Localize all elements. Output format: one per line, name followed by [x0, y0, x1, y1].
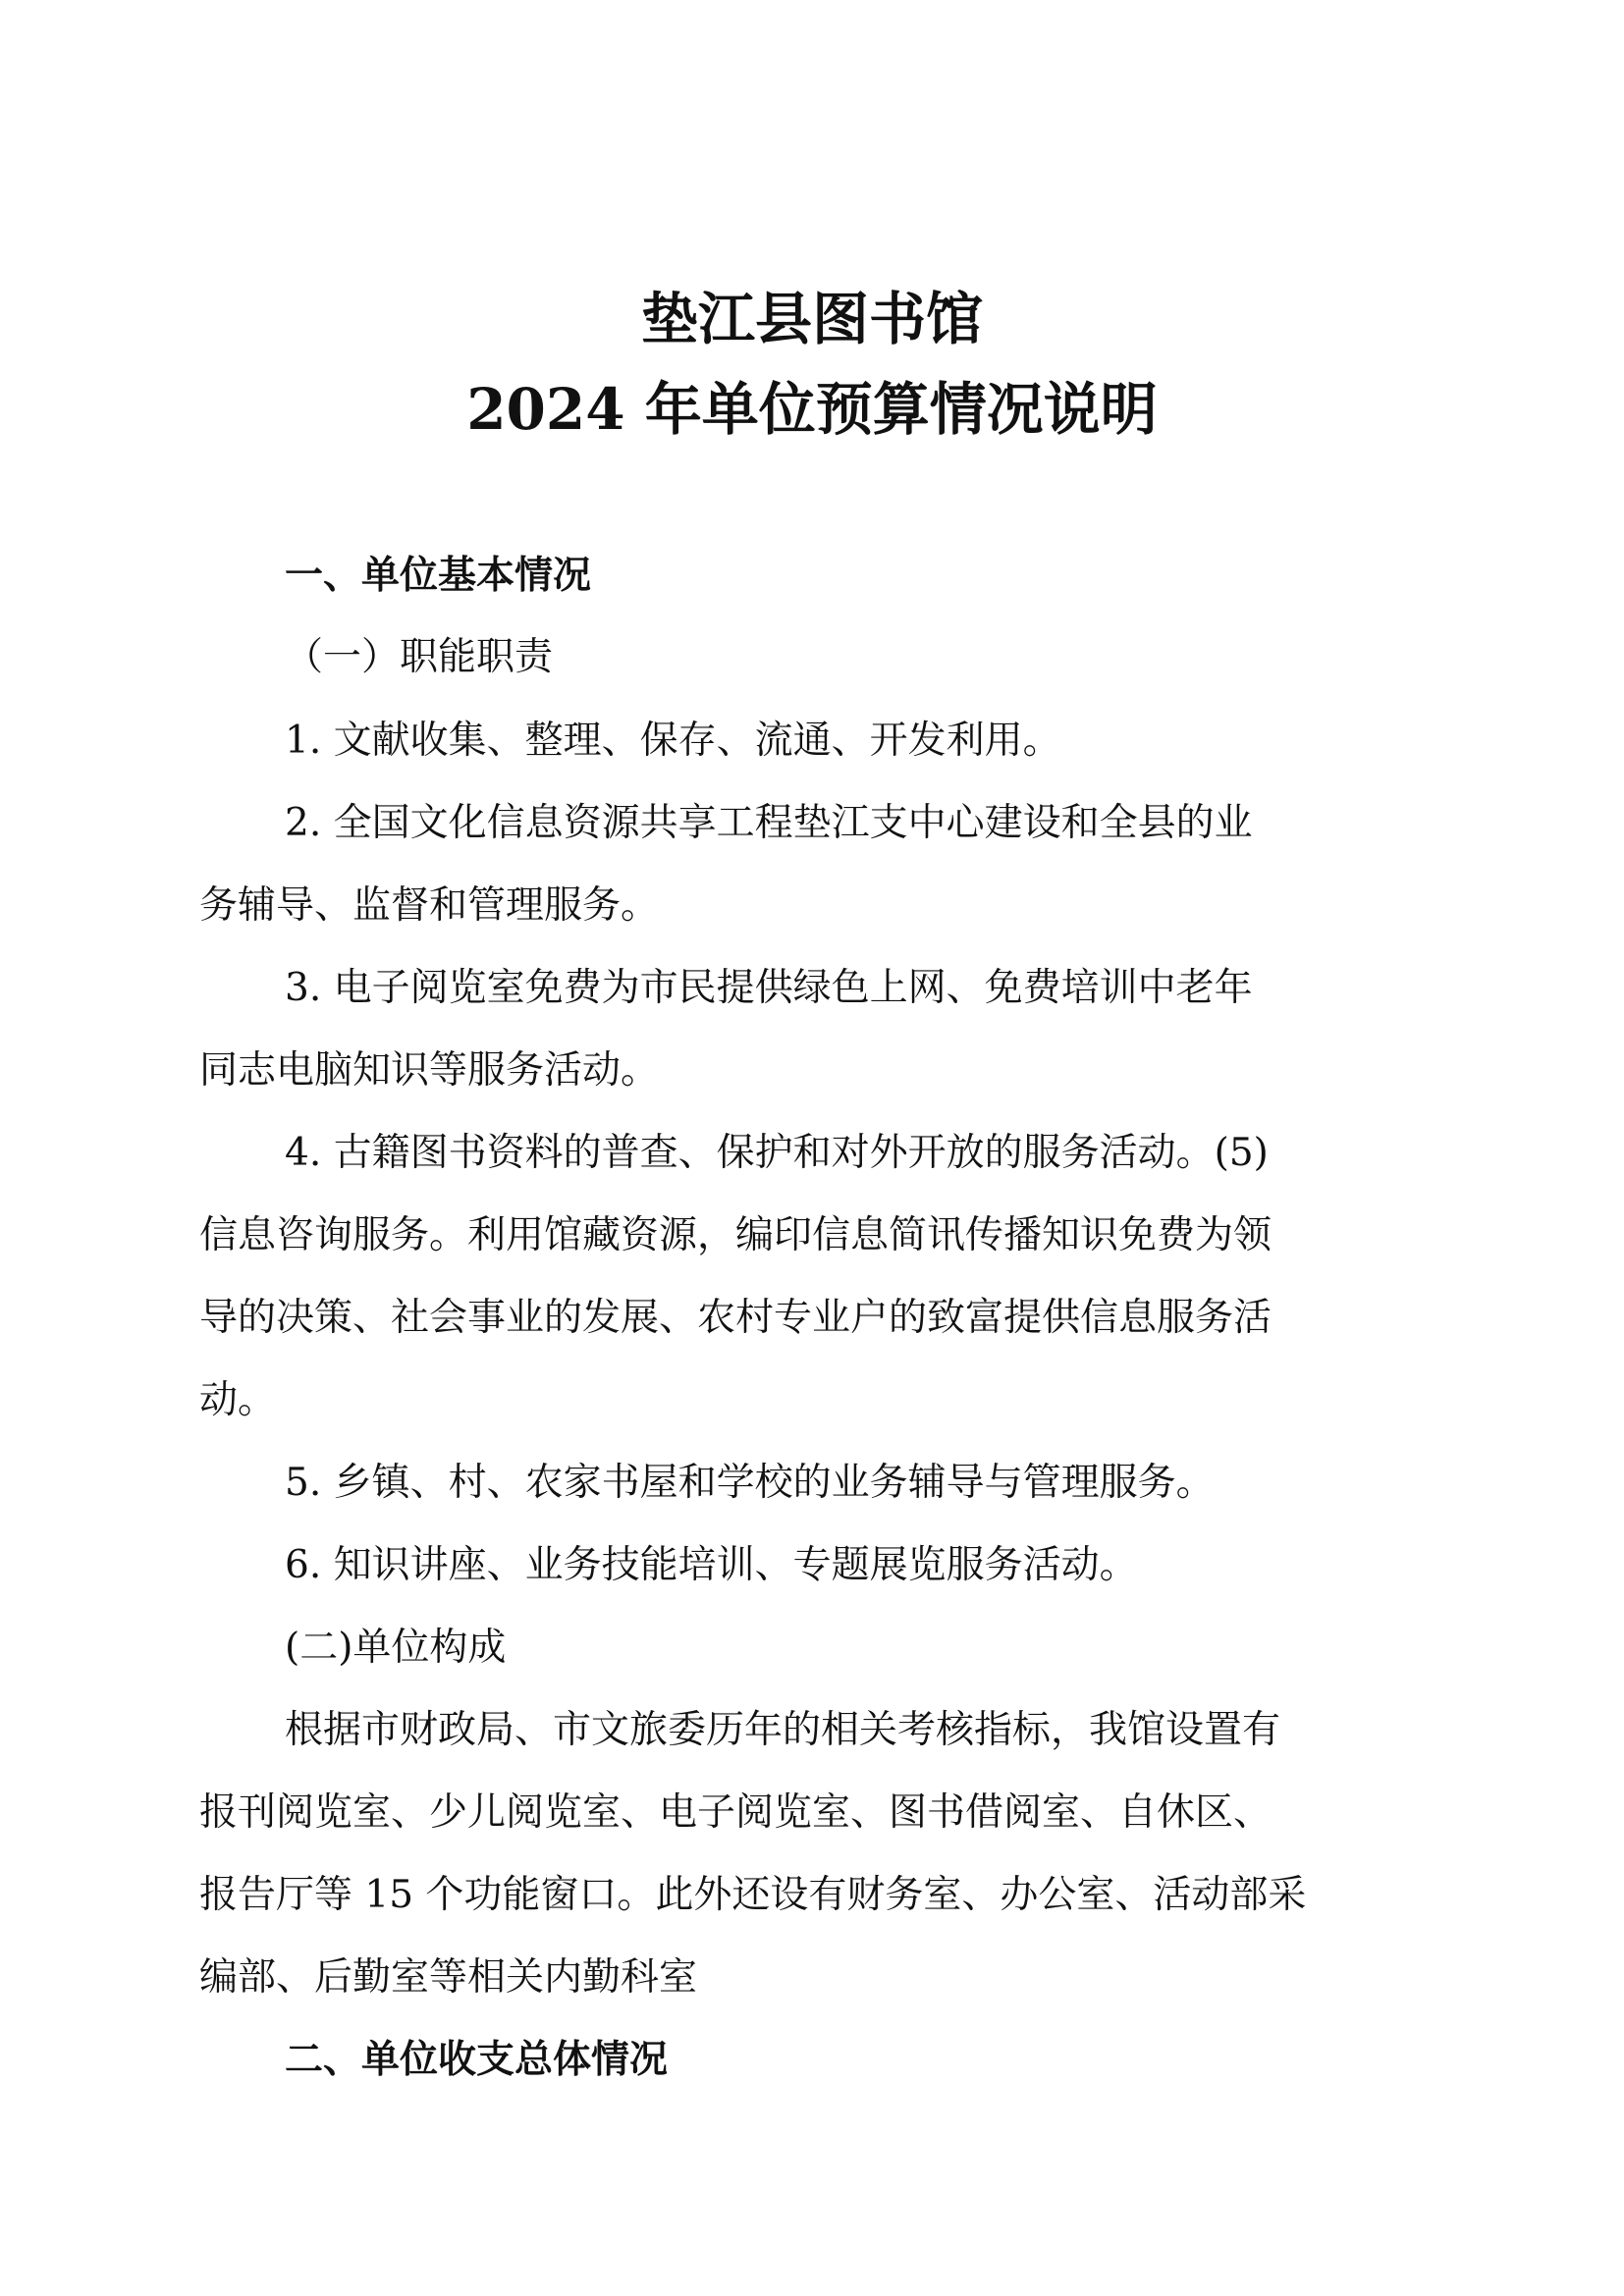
- subsection-heading-duties: （一）职能职责: [285, 635, 554, 679]
- section-heading-basic-info: 一、单位基本情况: [285, 554, 592, 598]
- paragraph-line: 报刊阅览室、少儿阅览室、电子阅览室、图书借阅室、自休区、: [199, 1790, 1272, 1835]
- document-subtitle: 2024 年单位预算情况说明: [466, 376, 1158, 443]
- paragraph-line: 导的决策、社会事业的发展、农村专业户的致富提供信息服务活: [199, 1296, 1272, 1340]
- paragraph-line: 2. 全国文化信息资源共享工程垫江支中心建设和全县的业: [285, 801, 1253, 845]
- paragraph-line: 编部、后勤室等相关内勤科室: [199, 1955, 698, 2000]
- section-heading-revenue-expenditure: 二、单位收支总体情况: [285, 2038, 669, 2082]
- paragraph-line: 动。: [199, 1378, 277, 1422]
- paragraph-line: 报告厅等 15 个功能窗口。此外还设有财务室、办公室、活动部采: [199, 1873, 1307, 1917]
- paragraph-line: 6. 知识讲座、业务技能培训、专题展览服务活动。: [285, 1543, 1138, 1587]
- paragraph-line: 3. 电子阅览室免费为市民提供绿色上网、免费培训中老年: [285, 966, 1253, 1010]
- subsection-heading-composition: (二)单位构成: [285, 1626, 507, 1670]
- paragraph-line: 4. 古籍图书资料的普查、保护和对外开放的服务活动。(5): [285, 1131, 1269, 1175]
- paragraph-line: 信息咨询服务。利用馆藏资源，编印信息简讯传播知识免费为领: [199, 1213, 1272, 1257]
- paragraph-line: 务辅导、监督和管理服务。: [199, 883, 660, 928]
- paragraph-line: 根据市财政局、市文旅委历年的相关考核指标，我馆设置有: [285, 1708, 1281, 1752]
- paragraph-line: 同志电脑知识等服务活动。: [199, 1048, 660, 1093]
- paragraph-line: 5. 乡镇、村、农家书屋和学校的业务辅导与管理服务。: [285, 1461, 1215, 1505]
- document-title: 垫江县图书馆: [640, 286, 983, 352]
- paragraph-line: 1. 文献收集、整理、保存、流通、开发利用。: [285, 719, 1061, 763]
